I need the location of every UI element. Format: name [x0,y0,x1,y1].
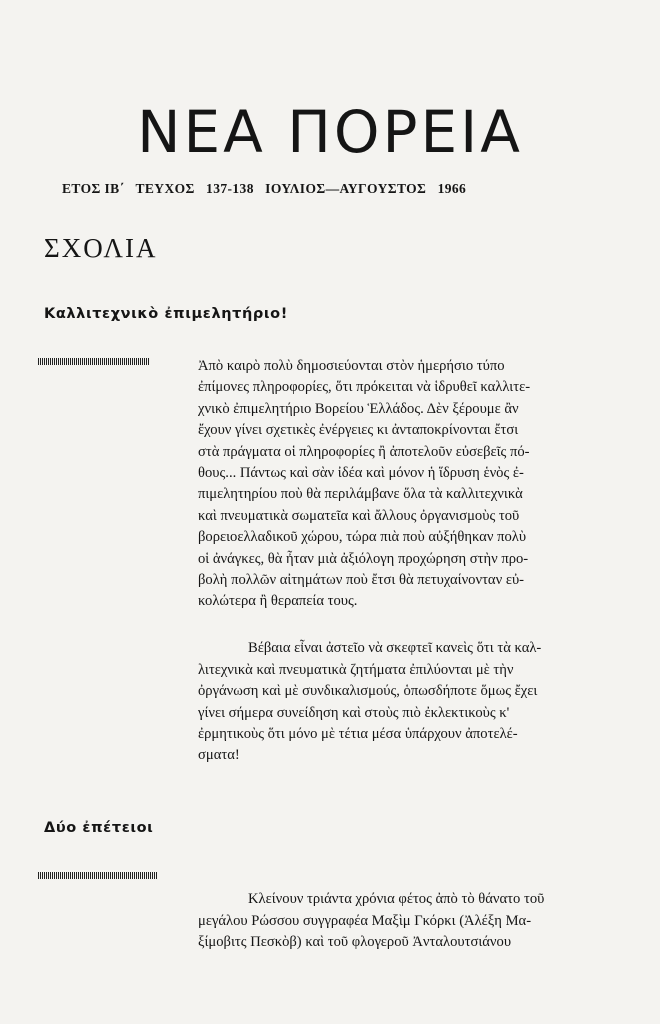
paragraph-marker [38,358,150,365]
article1-paragraph-1: Ἀπὸ καιρὸ πολὺ δημοσιεύονται στὸν ἡμερήσιο τύπο ἐπίμονες πληροφορίες, ὅτι πρόκειται νὰ ἱδρυθεῖ καλλιτε- χνικὸ ἐπιμελητήριο Βορείου Ἑλλάδος. Δὲν ξέρουμε ἂν ἔχουν γίνει σχετικὲς ἐνέργειες κι ἀνταποκρίνονται ἔτσι στὰ πράγματα οἱ πληροφορίες ἢ ἀποτελοῦν εὐσεβεῖς πό- θους... Πάντως καὶ σὰν ἰδέα καὶ μόνον ἡ ἵδρυση ἑνὸς ἐ- πιμελητηρίου ποὺ θὰ περιλάμβανε ὅλα τὰ καλλιτεχνικὰ καὶ πνευματικὰ σωματεῖα καὶ ἄλλους ὀργανισμοὺς τοῦ βορειοελλαδικοῦ χώρου, τώρα πιὰ ποὺ αὐξήθηκαν πολὺ οἱ ἀνάγκες, θὰ ἦταν μιὰ ἀξιόλογη προχώρηση στὴν προ- βολὴ πολλῶν αἰτημάτων ποὺ ἔτσι θὰ πετυχαίνονταν εὐ- κολώτερα ἢ θεραπεία τους. [198,358,531,610]
article1-paragraph-2 [198,617,568,767]
masthead-title: ΝΕΑ ΠΟΡΕΙΑ [137,98,523,166]
article-title-chamber: Καλλιτεχνικὸ ἐπιμελητήριο! [44,306,288,322]
issue-info: ΕΤΟΣ ΙΒ΄ ΤΕΥΧΟΣ 137-138 ΙΟΥΛΙΟΣ—ΑΥΓΟΥΣΤΟΣ 1966 [62,181,467,196]
article2-paragraph-1 [198,868,568,954]
paragraph-marker [38,872,158,879]
article2-paragraph-1-text: Κλείνουν τριάντα χρόνια φέτος ἀπὸ τὸ θάνατο τοῦ μεγάλου Ρώσσου συγγραφέα Μαξὶμ Γκόρκι (Ἀλέξη Μα- ξίμοβιτς Πεσκὸβ) καὶ τοῦ φλογεροῦ Ἀνταλουτσιάνου [198,891,545,951]
article1-paragraph-2-text: Βέβαια εἶναι ἀστεῖο νὰ σκεφτεῖ κανεὶς ὅτι τὰ καλ- λιτεχνικὰ καὶ πνευματικὰ ζητήματα ἐπιλύονται μὲ τὴν ὀργάνωση καὶ μὲ συνδικαλισμούς, ὁπωσδήποτε ὅμως ἔχει γίνει σήμερα συνείδηση καὶ στοὺς πιὸ ἐκλεκτικοὺς κ' ἐρμητικοὺς ὅτι μόνο μὲ τέτια μέσα ὑπάρχουν ἀποτελέ- σματα! [198,640,542,764]
section-heading: ΣΧΟΛΙΑ [44,233,158,263]
article-title-anniversaries: Δύο ἐπέτειοι [44,820,154,836]
